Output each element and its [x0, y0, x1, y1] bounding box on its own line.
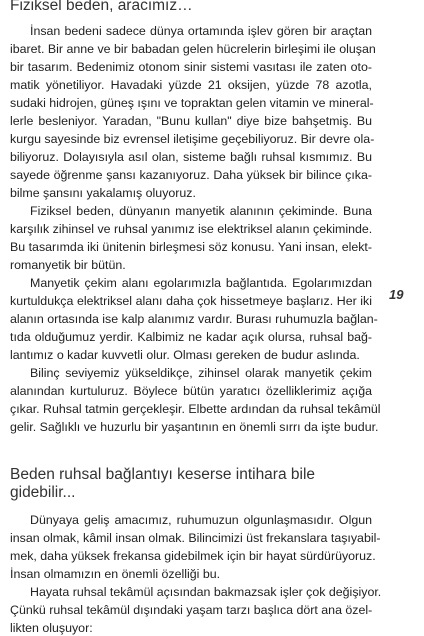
text-line: alanından kurtuluruz. Böylece bütün yaratıcı özelliklerimiz açığa [10, 384, 372, 398]
page-number: 19 [389, 287, 404, 302]
section-heading [10, 466, 315, 502]
text-line: lantımız o kadar kuvvetli olur. Olması gereken de budur aslında. [10, 348, 360, 362]
text-line: tıda olduğumuz yerdir. Kalbimiz ne kadar açık olursa, ruhsal bağ- [10, 330, 372, 344]
text-line: bilme şansını yakalamış oluyoruz. [10, 186, 196, 200]
text-line: lerle besleniyor. Yaradan, "Bunu kullan" diye bize bahşetmiş. Bu [10, 114, 372, 128]
text-line: ibaret. Bir anne ve bir babadan gelen hücrelerin birleşimi ile oluşan [10, 42, 376, 56]
section-heading: Fiziksel beden, aracımız… [10, 0, 193, 14]
text-line: karşılık zihinsel ve ruhsal yanımız ise elektriksel alanın çekiminde. [10, 222, 373, 236]
heading-line: gidebilir... [10, 484, 76, 501]
text-line: çıkar. Ruhsal tatmin gerçekleşir. Elbette ardından da ruhsal tekâmül [10, 402, 381, 416]
text-line: Fiziksel beden, dünyanın manyetik alanının çekiminde. Buna [30, 204, 372, 218]
text-line: Çünkü ruhsal tekâmül dışındaki yaşam tarzı başlıca dört ana özel- [10, 603, 373, 617]
text-line: likten oluşuyor: [10, 621, 93, 635]
text-line: mek, daha yüksek frekansa gidebilmek için bir hayat sürdürüyoruz. [10, 549, 376, 563]
text-line: romanyetik bir bütün. [10, 258, 126, 272]
text-line: bir tasarım. Bedenimiz otonom sinir sistemi vasıtası ile zaten oto- [10, 60, 372, 74]
text-line: insan olmak, kâmil insan olmak. Bilincimizi üst frekanslara taşıyabil- [10, 531, 381, 545]
text-line: Dünyaya geliş amacımız, ruhumuzun olgunlaşmasıdır. Olgun [30, 513, 372, 527]
text-line: sudaki hidrojen, güneş ışını ve topraktan gelen vitamin ve mineral- [10, 96, 374, 110]
text-line: kurtuldukça elektriksel alanı daha çok hissetmeye başlarız. Her iki [10, 294, 372, 308]
text-line: Bu tasarımda iki ünitenin birleşmesi söz konusu. Yani insan, elekt- [10, 240, 372, 254]
text-line: matik yönetiliyor. Havadaki yüzde 21 oksijen, yüzde 78 azotla, [10, 78, 372, 92]
text-line: Manyetik çekim alanı egolarımızla bağlantıda. Egolarımızdan [30, 276, 372, 290]
text-line: biliyoruz. Dolayısıyla asıl olan, sisteme bağlı ruhsal kısmımız. Bu [10, 150, 372, 164]
text-line: gelir. Sağlıklı ve huzurlu bir yaşantının en önemli sırrı da işte budur. [10, 420, 379, 434]
text-line: İnsan bedeni sadece dünya ortamında işlev gören bir araçtan [30, 24, 372, 38]
text-line: Hayata ruhsal tekâmül açısından bakmazsak işler çok değişiyor. [30, 585, 382, 599]
text-line: Bilinç seviyemiz yükseldikçe, zihinsel olarak manyetik çekim [30, 366, 372, 380]
text-line: kurgu sayesinde biz evrensel iletişime geçebiliyoruz. Bir devre ola- [10, 132, 375, 146]
text-line: alanın ortasında ise kalp alanımız vardır. Burası ruhumuzla bağlan- [10, 312, 378, 326]
text-line: sayede öğrenme şansı kazanıyoruz. Daha yüksek bir bilince çıka- [10, 168, 372, 182]
heading-line: Beden ruhsal bağlantıyı keserse intihara bile [10, 466, 316, 483]
text-line: İnsan olmamızın en önemli özelliği bu. [10, 567, 221, 581]
